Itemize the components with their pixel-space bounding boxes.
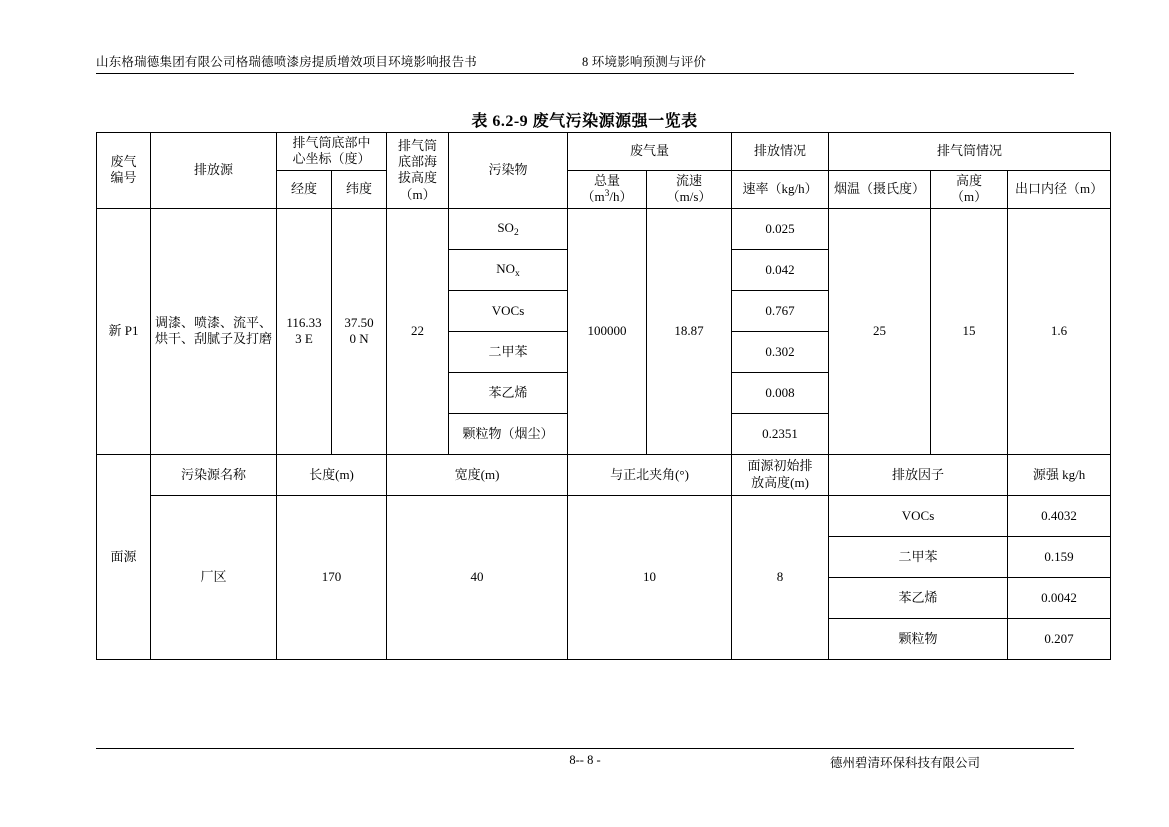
cell-flow-speed: 18.87: [647, 208, 732, 454]
cell-height: 15: [931, 208, 1008, 454]
th-longitude: 经度: [277, 170, 332, 208]
footer-company: 德州碧清环保科技有限公司: [829, 756, 980, 770]
cell-factor-name: 颗粒物: [829, 618, 1008, 659]
th-total-volume: 总量 $(m^3/h)$: [568, 170, 647, 208]
cell-area-length: 170: [277, 495, 387, 659]
cell-pollutant-name: VOCs: [449, 290, 568, 331]
cell-factor-value: 0.4032: [1008, 495, 1111, 536]
cell-area-source-label: 面源: [97, 454, 151, 659]
cell-factor-value: 0.0042: [1008, 577, 1111, 618]
cell-area-width: 40: [387, 495, 568, 659]
th-height: 高度 （m）: [931, 170, 1008, 208]
page-footer: [96, 748, 1074, 770]
th-smoke-temp: 烟温（摄氏度）: [829, 170, 931, 208]
th-area-angle: 与正北夹角(°): [568, 454, 732, 495]
th-emission-status: 排放情况: [732, 133, 829, 171]
th-area-length: 长度(m): [277, 454, 387, 495]
cell-factor-value: 0.159: [1008, 536, 1111, 577]
header-report-title: 山东格瑞德集团有限公司格瑞德喷漆房提质增效项目环境影响报告书: [96, 55, 478, 69]
cell-longitude: 116.33 3 E: [277, 208, 332, 454]
cell-factor-value: 0.207: [1008, 618, 1111, 659]
cell-factor-name: 二甲苯: [829, 536, 1008, 577]
table-header-row-1: [97, 133, 1111, 171]
th-pollutant: 污染物: [449, 133, 568, 209]
cell-latitude: 37.50 0 N: [332, 208, 387, 454]
table-container: [96, 132, 1103, 660]
cell-rate: 0.2351: [732, 413, 829, 454]
table-row: [97, 495, 1111, 536]
cell-outlet-diameter: 1.6: [1008, 208, 1111, 454]
cell-total-volume: 100000: [568, 208, 647, 454]
th-waste-gas-no: 废气 编号: [97, 133, 151, 209]
footer-page-number: 8-- 8 -: [569, 753, 601, 767]
th-emission-factor: 排放因子: [829, 454, 1008, 495]
cell-pollutant-name: 颗粒物（烟尘）: [449, 413, 568, 454]
cell-area-source-name: 厂区: [151, 495, 277, 659]
cell-pollutant-name: $NO_x$: [449, 249, 568, 290]
cell-rate: 0.767: [732, 290, 829, 331]
cell-rate: 0.302: [732, 331, 829, 372]
th-source-strength: 源强 kg/h: [1008, 454, 1111, 495]
th-stack-base-elevation: 排气筒 底部海 拔高度 （m）: [387, 133, 449, 209]
cell-smoke-temp: 25: [829, 208, 931, 454]
th-stack-base-coord: 排气筒底部中 心坐标（度）: [277, 133, 387, 171]
cell-area-initial-height: 8: [732, 495, 829, 659]
cell-rate: 0.042: [732, 249, 829, 290]
th-flow-speed: 流速 （m/s）: [647, 170, 732, 208]
cell-rate: 0.008: [732, 372, 829, 413]
area-source-header-row: [97, 454, 1111, 495]
header-chapter-title: 8 环境影响预测与评价: [582, 55, 707, 69]
cell-waste-gas-no: 新 P1: [97, 208, 151, 454]
table-title: 表 6.2-9 废气污染源源强一览表: [471, 113, 698, 130]
waste-gas-source-table: [96, 132, 1111, 660]
th-area-initial-height: 面源初始排 放高度(m): [732, 454, 829, 495]
page-header: [96, 52, 1074, 74]
th-area-source-name: 污染源名称: [151, 454, 277, 495]
cell-factor-name: VOCs: [829, 495, 1008, 536]
cell-elevation: 22: [387, 208, 449, 454]
th-emission-source: 排放源: [151, 133, 277, 209]
cell-pollutant-name: $SO_2$: [449, 208, 568, 249]
th-latitude: 纬度: [332, 170, 387, 208]
th-rate: 速率（kg/h）: [732, 170, 829, 208]
cell-pollutant-name: 苯乙烯: [449, 372, 568, 413]
table-row: [97, 208, 1111, 249]
cell-rate: 0.025: [732, 208, 829, 249]
cell-factor-name: 苯乙烯: [829, 577, 1008, 618]
th-waste-gas-volume: 废气量: [568, 133, 732, 171]
th-outlet-diameter: 出口内径（m）: [1008, 170, 1111, 208]
th-area-width: 宽度(m): [387, 454, 568, 495]
cell-emission-source: 调漆、喷漆、流平、烘干、刮腻子及打磨: [151, 208, 277, 454]
cell-area-angle: 10: [568, 495, 732, 659]
cell-pollutant-name: 二甲苯: [449, 331, 568, 372]
th-stack-status: 排气筒情况: [829, 133, 1111, 171]
